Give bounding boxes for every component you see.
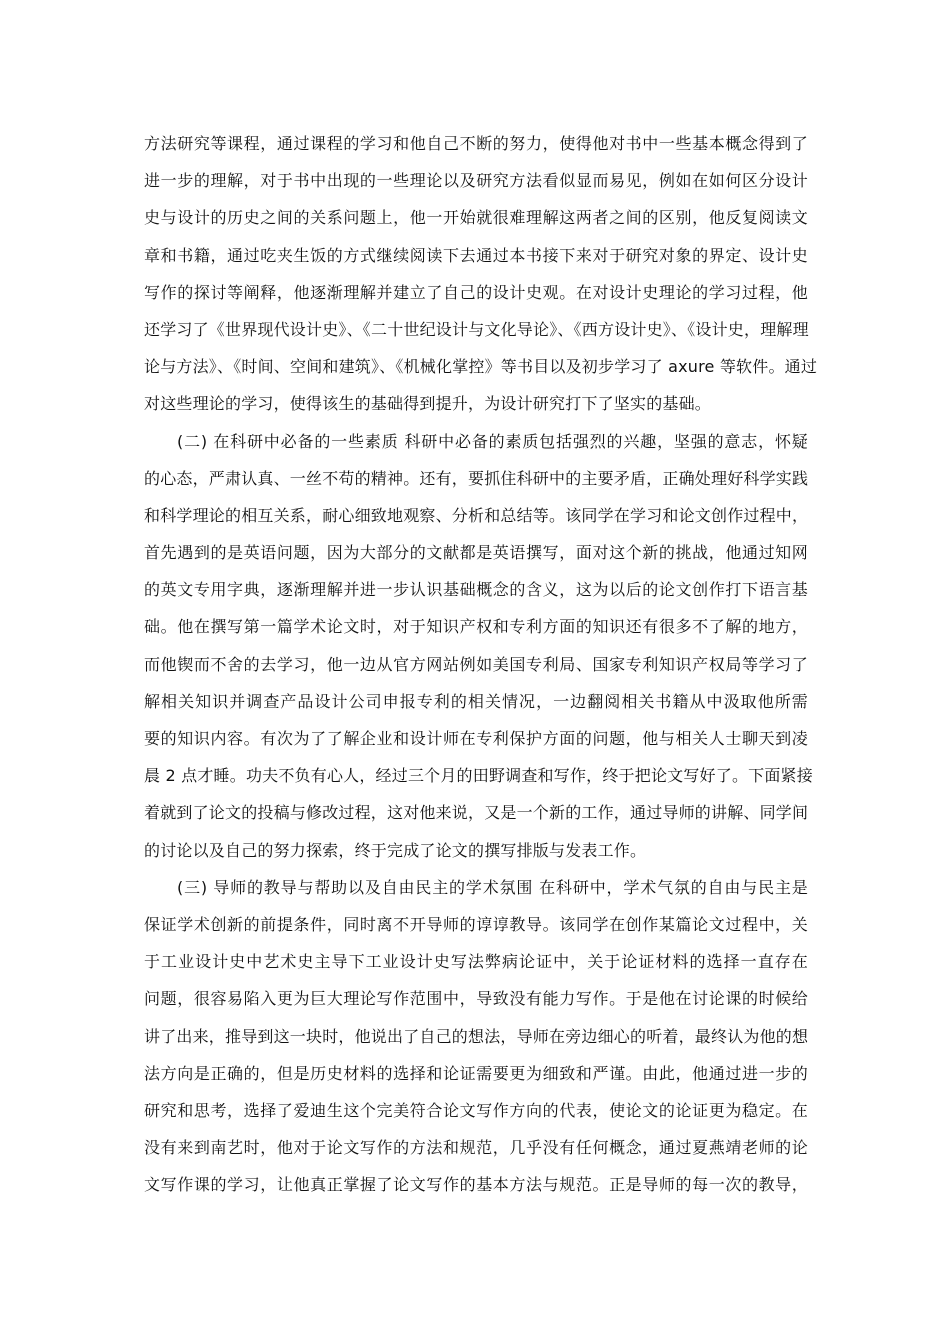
text-line: 保证学术创新的前提条件，同时离不开导师的谆谆教导。该同学在创作某篇论文过程中，关 [144, 914, 808, 934]
text-line: (二) 在科研中必备的一些素质 科研中必备的素质包括强烈的兴趣，坚强的意志，怀疑 [177, 431, 808, 451]
text-line: 没有来到南艺时，他对于论文写作的方法和规范，几乎没有任何概念，通过夏燕靖老师的论 [144, 1138, 808, 1158]
text-line: 的心态，严肃认真、一丝不苟的精神。还有，要抓住科研中的主要矛盾，正确处理好科学实践 [144, 468, 809, 488]
paragraph-2 [144, 423, 813, 869]
paragraph-3 [144, 869, 808, 1204]
text-line: 的英文专用字典，逐渐理解并进一步认识基础概念的含义，这为以后的论文创作打下语言基 [144, 580, 808, 600]
text-line: 对这些理论的学习，使得该生的基础得到提升，为设计研究打下了坚实的基础。 [144, 394, 712, 414]
text-line: (三) 导师的教导与帮助以及自由民主的学术氛围 在科研中，学术气氛的自由与民主是 [177, 877, 808, 897]
text-line: 进一步的理解，对于书中出现的一些理论以及研究方法看似显而易见，例如在如何区分设计 [144, 171, 808, 191]
text-line: 论与方法》、《时间、空间和建筑》、《机械化掌控》等书目以及初步学习了 axure 等软件。通过 [144, 357, 818, 377]
paragraph-1 [144, 125, 818, 423]
text-line: 解相关知识并调查产品设计公司申报专利的相关情况，一边翻阅相关书籍从中汲取他所需 [144, 691, 808, 711]
text-line: 要的知识内容。有次为了了解企业和设计师在专利保护方面的问题，他与相关人士聊天到凌 [144, 729, 808, 748]
text-line: 问题，很容易陷入更为巨大理论写作范围中，导致没有能力写作。于是他在讨论课的时候给 [144, 989, 808, 1009]
text-line: 础。他在撰写第一篇学术论文时，对于知识产权和专利方面的知识还有很多不了解的地方， [144, 617, 808, 637]
text-line: 法方向是正确的，但是历史材料的选择和论证需要更为细致和严谨。由此，他通过进一步的 [144, 1063, 808, 1083]
text-line: 方法研究等课程，通过课程的学习和他自己不断的努力，使得他对书中一些基本概念得到了 [144, 134, 808, 153]
text-line: 文写作课的学习，让他真正掌握了论文写作的基本方法与规范。正是导师的每一次的教导， [144, 1175, 808, 1195]
text-line: 研究和思考，选择了爱迪生这个完美符合论文写作方向的代表，使论文的论证更为稳定。在 [144, 1100, 808, 1120]
text-line: 写作的探讨等阐释，他逐渐理解并建立了自己的设计史观。在对设计史理论的学习过程，他 [144, 282, 808, 302]
text-line: 的讨论以及自己的努力探索，终于完成了论文的撰写排版与发表工作。 [144, 840, 647, 860]
text-line: 于工业设计史中艺术史主导下工业设计史写法弊病论证中，关于论证材料的选择一直存在 [144, 952, 808, 972]
text-line: 着就到了论文的投稿与修改过程，这对他来说，又是一个新的工作，通过导师的讲解、同学间 [144, 803, 809, 823]
text-line: 晨 2 点才睡。功夫不负有心人，经过三个月的田野调查和写作，终于把论文写好了。下面紧接 [144, 766, 813, 786]
text-line: 史与设计的历史之间的关系问题上，他一开始就很难理解这两者之间的区别，他反复阅读文 [144, 208, 808, 228]
text-line: 首先遇到的是英语问题，因为大部分的文献都是英语撰写，面对这个新的挑战，他通过知网 [144, 543, 808, 563]
text-line: 还学习了《世界现代设计史》、《二十世纪设计与文化导论》、《西方设计史》、《设计史，理解理 [144, 319, 809, 339]
text-line: 章和书籍，通过吃夹生饭的方式继续阅读下去通过本书接下来对于研究对象的界定、设计史 [144, 245, 808, 265]
text-line: 和科学理论的相互关系，耐心细致地观察、分析和总结等。该同学在学习和论文创作过程中， [144, 505, 809, 525]
document-body [144, 125, 818, 1203]
text-line: 而他锲而不舍的去学习，他一边从官方网站例如美国专利局、国家专利知识产权局等学习了 [144, 654, 808, 674]
text-line: 讲了出来，推导到这一块时，他说出了自己的想法，导师在旁边细心的听着，最终认为他的想 [144, 1026, 809, 1046]
